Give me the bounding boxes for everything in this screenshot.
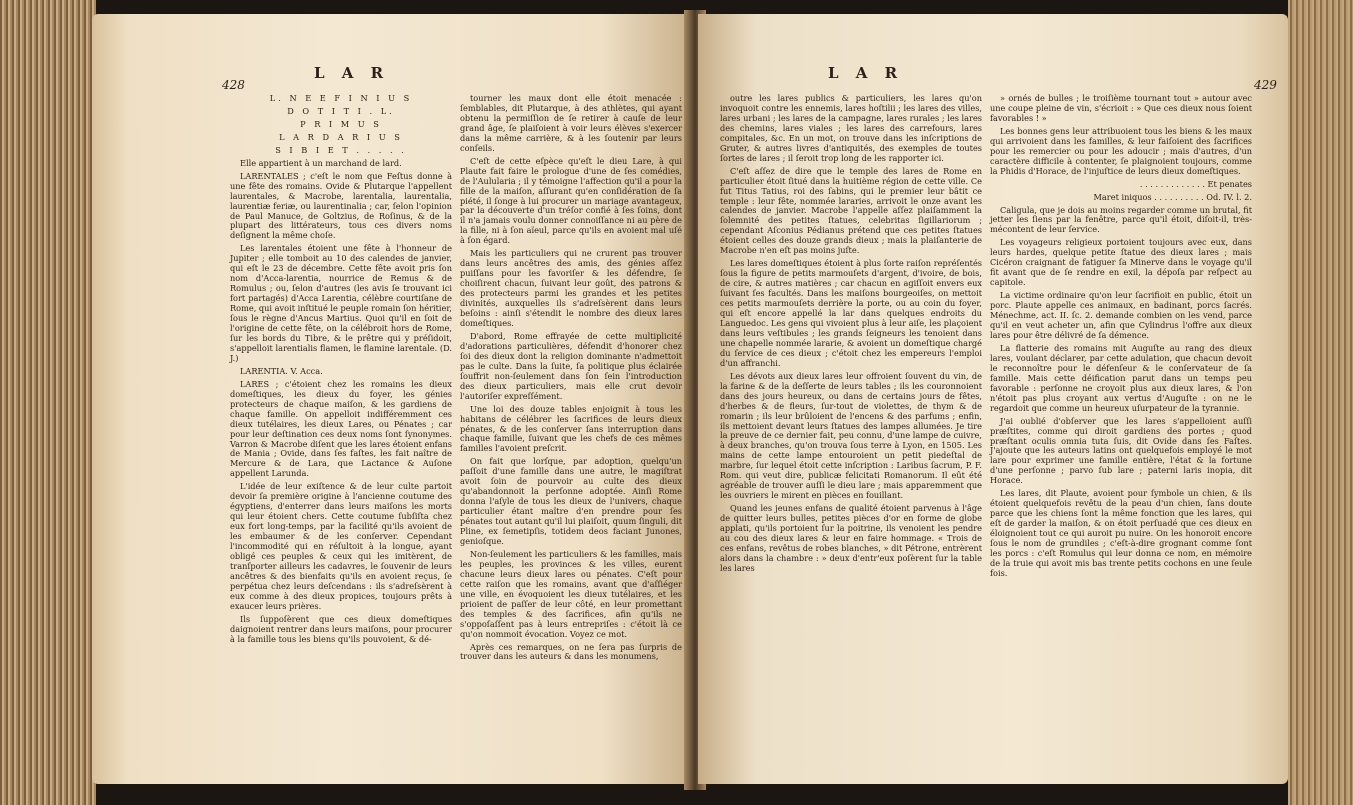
paragraph: » ornés de bulles ; le troiſième tournant tout » autour avec une coupe pleine de vin, s'écrioit : » Que ces dieux nous ſoient favorables ! » (990, 93, 1252, 123)
paragraph: Non-ſeulement les particuliers & les familles, mais les peuples, les provinces & les villes, eurent chacune leurs dieux lares ou pénates. C'eſt pour cette raiſon que les romains, avant que d'aſſiéger une ville, en évoquoient les dieux tutélaires, et les prioient de paſſer de leur côté, en leur promettant des temples & des ſacrifices, afin qu'ils ne s'oppoſaſſent pas à leurs entrepriſes : c'étoit là ce qu'on nommoit évocation. Voyez ce mot. (460, 548, 682, 639)
paragraph: LARENTALES ; c'eſt le nom que Feſtus donne à une fête des romains. Ovide & Plutarque l'appellent laurentales, & Macrobe, larentalia, laurentalia, laurentiæ feriæ, ou laurentinalia ; car, ſelon l'opinion de Paul Manuce, de Goltzius, de Roſinus, & de la plupart des littérateurs, tous ces divers noms deſignent la même choſe. (230, 170, 452, 241)
paragraph: Maret iniquos . . . . . . . . . . Od. IV. l. 2. (1093, 191, 1252, 202)
text-column (720, 94, 982, 577)
page-number: 429 (1254, 78, 1277, 92)
paragraph: Après ces remarques, on ne ſera pas ſurpris de trouver dans les auteurs & dans les monumens, (460, 641, 682, 662)
paragraph: C'eſt de cette eſpèce qu'eſt le dieu Lare, à qui Plaute fait faire le prologue d'une de ſes comédies, de l'Aulularia ; il y témoigne l'affection qu'il a pour la fille de la maiſon, aſſurant qu'en conſidération de ſa piété, il ſonge à lui procurer un mariage avantageux, par la découverte d'un tréſor confié à ſes ſoins, dont il n'a jamais voulu donner connoiſſance ni au père de la fille, ni à ſon aïeul, parce qu'ils en avoient mal uſé à ſon égard. (460, 155, 682, 246)
paragraph: Les lares, dit Plaute, avoient pour ſymbole un chien, & ils étoient quelquefois revêtu de la peau d'un chien, ſans doute parce que les chiens ſont la même fonction que les lares, qui eſt de garder la maiſon, & on étoit perſuadé que ces dieux en éloignoient tout ce qui auroit pu nuire. On les honoroit encore ſous le nom de grundiles ; c'eſt-à-dire grognant comme ſont les porcs : c'eſt Romulus qui leur donna ce nom, en mémoire de la truie qui avoit mis bas trente petits cochons en une ſeule fois. (990, 488, 1252, 578)
paragraph: D'abord, Rome effrayée de cette multiplicité d'adorations particulières, défendit d'honorer chez ſoi des dieux dont la religion dominante n'admettoit pas le culte. Dans la ſuite, ſa politique plus éclairée ſouffrit non-ſeulement dans ſon ſein l'introduction des dieux particuliers, mais elle crut devoir l'autoriſer expreſſément. (460, 330, 682, 401)
paragraph: tourner les maux dont elle étoit menacée : ſemblables, dit Plutarque, à des athlètes, qui ayant obtenu la permiſſion de ſe retirer à cauſe de leur grand âge, ſe plaiſoient à voir leurs élèves s'exercer dans la même carrière, & à les ſoutenir par leurs conſeils. (460, 93, 682, 153)
running-header: L A R (314, 64, 390, 82)
paragraph: LARES ; c'étoient chez les romains les dieux domeſtiques, les dieux du foyer, les génies protecteurs de chaque maiſon, & les gardiens de chaque famille. On appelloit indifféremment ces dieux tutélaires, les dieux Lares, ou Pénates ; car pour leur deſtination ces deux noms ſont ſynonymes. Varron & Macrobe diſent que les lares étoient enfans de Mania ; Ovide, dans ſes faſtes, les fait naître de Mercure & de Lara, que Lactance & Auſone appellent Larunda. (230, 378, 452, 479)
text-column (460, 94, 682, 665)
page-number: 428 (222, 78, 245, 92)
left-page-edges (0, 0, 96, 805)
paragraph: Les bonnes gens leur attribuoient tous les biens & les maux qui arrivoient dans les familles, & leur faiſoient des ſacrifices pour les remercier ou pour les adoucir ; mais d'autres, d'un caractère difficile à contenter, ſe plaignoient toujours, comme la Phidis d'Horace, de l'injuſtice de leurs dieux domeſtiques. (990, 125, 1252, 176)
paragraph: . . . . . . . . . . . . . Et penates (1139, 178, 1252, 189)
paragraph: C'eſt aſſez de dire que le temple des lares de Rome en particulier étoit ſitué dans la huitième région de cette ville. Ce fut Titus Tatius, roi des ſabins, qui le premier leur bâtit ce temple : leur fête, nommée lararies, arrivoit le onze avant les calendes de janvier. Macrobe l'appelle aſſez plaiſamment la ſolemnité des petites ſtatues, celebritas ſigillariorum ; cependant Aſconius Pédianus prétend que ces petites ſtatues étoient celles des douze grands dieux ; mais la plaiſanterie de Macrobe n'en eſt pas moins juſte. (720, 165, 982, 256)
paragraph: Ils ſuppoſèrent que ces dieux domeſtiques daignoient rentrer dans leurs maiſons, pour procurer à la famille tous les biens qu'ils pouvoient, & dé- (230, 613, 452, 644)
paragraph: On fait que lorſque, par adoption, quelqu'un paſſoit d'une famille dans une autre, le magiſtrat avoit ſoin de pourvoir au culte des dieux qu'abandonnoit la perſonne adoptée. Ainſi Rome donna l'aſyle de tous les dieux de l'univers, chaque particulier étant maître d'en prendre pour ſes pénates tout autant qu'il lui plaiſoit, quum ſinguli, dit Pline, ex ſemetipſis, totidem deos faciant Junones, genioſque. (460, 456, 682, 546)
paragraph: S I B I E T . . . . . (275, 144, 407, 155)
paragraph: Les larentales étoient une fête à l'honneur de Jupiter ; elle tomboit au 10 des calendes de janvier, qui eſt le 23 de décembre. Cette fête avoit pris ſon nom d'Acca-larentia, nourrice de Remus & de Romulus ; ou, ſelon d'autres (les avis ſe trouvant ici fort partagés) d'Acca Larentia, célèbre courtiſane de Rome, qui avoit inſtitué le peuple romain ſon héritier, ſous le règne d'Ancus Martius. Quoi qu'il en ſoit de l'origine de cette fête, on la célébroit hors de Rome, ſur les bords du Tibre, & le prêtre qui y préſidoit, s'appelloit larentialis flamen, le flamine larentale. (D. J.) (230, 243, 453, 363)
text-column (230, 94, 452, 648)
paragraph: P R I M U S (300, 118, 382, 129)
paragraph: Une loi des douze tables enjoignit à tous les habitans de célébrer les ſacrifices de leurs dieux pénates, & de les conſerver ſans interruption dans chaque famille, ſuivant que les chefs de ces mêmes familles l'avoient preſcrit. (460, 403, 682, 454)
right-page-edges (1288, 0, 1353, 805)
paragraph: Quand les jeunes enfans de qualité étoient parvenus à l'âge de quitter leurs bulles, petites pièces d'or en forme de globe applati, qu'ils portoient ſur la poitrine, ils venoient les pendre au cou des dieux lares & leur en faire hommage. « Trois de ces enfans, revêtus de robes blanches, » dit Pétrone, entrèrent alors dans la chambre : » deux d'entr'eux poſèrent ſur la table les lares (720, 503, 982, 573)
paragraph: Elle appartient à un marchand de lard. (240, 157, 402, 168)
paragraph: La flatterie des romains mit Auguſte au rang des dieux lares, voulant déclarer, par cette adulation, que chacun devoit le reconnoître pour le défenſeur & le conſervateur de ſa famille. Mais cette déification parut dans un temps peu favorable : perſonne ne croyoit plus aux dieux lares, & l'on n'étoit pas plus croyant aux vertus d'Auguſte : on ne le regardoit que comme un heureux uſurpateur de la tyrannie. (990, 342, 1252, 413)
paragraph: L'idée de leur exiſtence & de leur culte partoit devoir ſa première origine à l'ancienne coutume des égyptiens, d'enterrer dans leurs maiſons les morts qui leur étoient chers. Cette coutume ſubſiſta chez eux fort long-temps, par la facilité qu'ils avoient de les embaumer & de les conſerver. Cependant l'incommodité qui en réſultoit à la longue, ayant obligé ces peuples & ceux qui les imitèrent, de tranſporter ailleurs les cadavres, le ſouvenir de leurs ancêtres & des bienfaits qu'ils en avoient reçus, ſe perpétua chez leurs deſcendans : ils s'adreſsèrent à eux comme à des dieux propices, toujours prêts à exaucer leurs prières. (230, 481, 452, 611)
paragraph: LARENTIA. V. Acca. (240, 365, 323, 376)
right-page (698, 14, 1288, 784)
paragraph: Les voyageurs religieux portoient toujours avec eux, dans leurs hardes, quelque petite ſtatue des dieux lares ; mais Cicéron craignant de fatiguer ſa Minerve dans le voyage qu'il fit avant que de ſe rendre en exil, la dépoſa par reſpect au capitole. (990, 237, 1252, 288)
paragraph: L. N E E F I N I U S (269, 93, 413, 103)
paragraph: J'ai oublié d'obſerver que les lares s'appelloient auſſi præſtites, comme qui diroit gardiens des portes ; quod præſtant oculis omnia tuta ſuis, dit Ovide dans ſes Faſtes. J'ajoute que les auteurs latins ont quelquefois employé le mot lare pour exprimer une famille entière, l'état & la fortune d'une perſonne ; parvo ſub lare ; paterni laris inopia, dit Horace. (990, 415, 1252, 486)
paragraph: outre les lares publics & particuliers, les lares qu'on invoquoit contre les ennemis, lares hoſtilii ; les lares des villes, lares urbani ; les lares de la campagne, lares rurales ; les lares des chemins, lares viales ; les lares des carrefours, lares compitales, &c. En un mot, on trouve dans les inſcriptions de Gruter, & autres livres d'antiquités, des exemples de toutes ſortes de lares ; il ſeroit trop long de les rapporter ici. (720, 93, 982, 163)
paragraph: Mais les particuliers qui ne crurent pas trouver dans leurs ancêtres des amis, des génies aſſez puiſſans pour les favoriſer & les défendre, ſe choiſirent chacun, ſuivant leur goût, des patrons & des protecteurs parmi les grandes et les petites divinités, auxquelles ils s'adreſsèrent dans leurs beſoins : ainſi s'étendit le nombre des dieux lares domeſtiques. (460, 248, 682, 328)
paragraph: Caligula, que je dois au moins regarder comme un brutal, fit jetter les ſiens par la fenêtre, parce qu'il étoit, diſoit-il, très-mécontent de leur ſervice. (990, 204, 1252, 235)
paragraph: Les dévots aux dieux lares leur offroient ſouvent du vin, de la farine & de la deſſerte de leurs tables ; ils les couronnoient dans des jours heureux, ou dans de certains jours de fêtes, d'herbes & de fleurs, ſur-tout de violettes, de thym & de romarin ; ils leur brûloient de l'encens & des parfums ; enfin, ils mettoient devant leurs ſtatues des lampes allumées. Je tire la preuve de ce dernier fait, peu connu, d'une lampe de cuivre, à deux branches, qu'on trouva ſous terre à Lyon, en 1505. Les mains de cette lampe entouroient un petit piedeſtal de marbre, ſur lequel étoit cette inſcription : Laribus ſacrum, P. F. Rom. qui veut dire, publicæ felicitati Romanorum. Il eût été agréable de trouver auſſi le dieu lare ; mais apparemment que les ouvriers le mirent en pièces en fouillant. (720, 370, 982, 501)
paragraph: La victime ordinaire qu'on leur ſacrifioit en public, étoit un porc. Plaute appelle ces animaux, en badinant, porcs ſacrés. Ménechme, act. II. ſc. 2. demande combien on les vend, parce qu'il en veut acheter un, afin que Cylindrus l'offre aux dieux lares pour être délivré de ſa démence. (990, 290, 1252, 340)
left-page (92, 14, 690, 784)
paragraph: L A R D A R I U S (279, 131, 403, 142)
paragraph: D O T I T I . L. (287, 105, 395, 116)
paragraph: Les lares domeſtiques étoient à plus ſorte raiſon repréſentés ſous la figure de petits marmouſets d'argent, d'ivoire, de bois, de cire, & autres matières ; car chacun en agiſſoit envers eux ſuivant ſes facultés. Dans les maiſons bourgeoiſes, on mettoit ces petits marmouſets derrière la porte, ou au coin du foyer, qui eſt encore appellé la lar dans quelques endroits du Languedoc. Les gens qui vivoient plus à leur aiſe, les plaçoient dans leurs veſtibules ; les grands ſeigneurs les tenoient dans une chapelle nommée lararie, & avoient un domeſtique chargé du ſervice de ces dieux ; c'étoit chez les empereurs l'emploi d'un affranchi. (720, 258, 982, 368)
running-header: L A R (828, 64, 904, 82)
text-column (990, 94, 1252, 582)
